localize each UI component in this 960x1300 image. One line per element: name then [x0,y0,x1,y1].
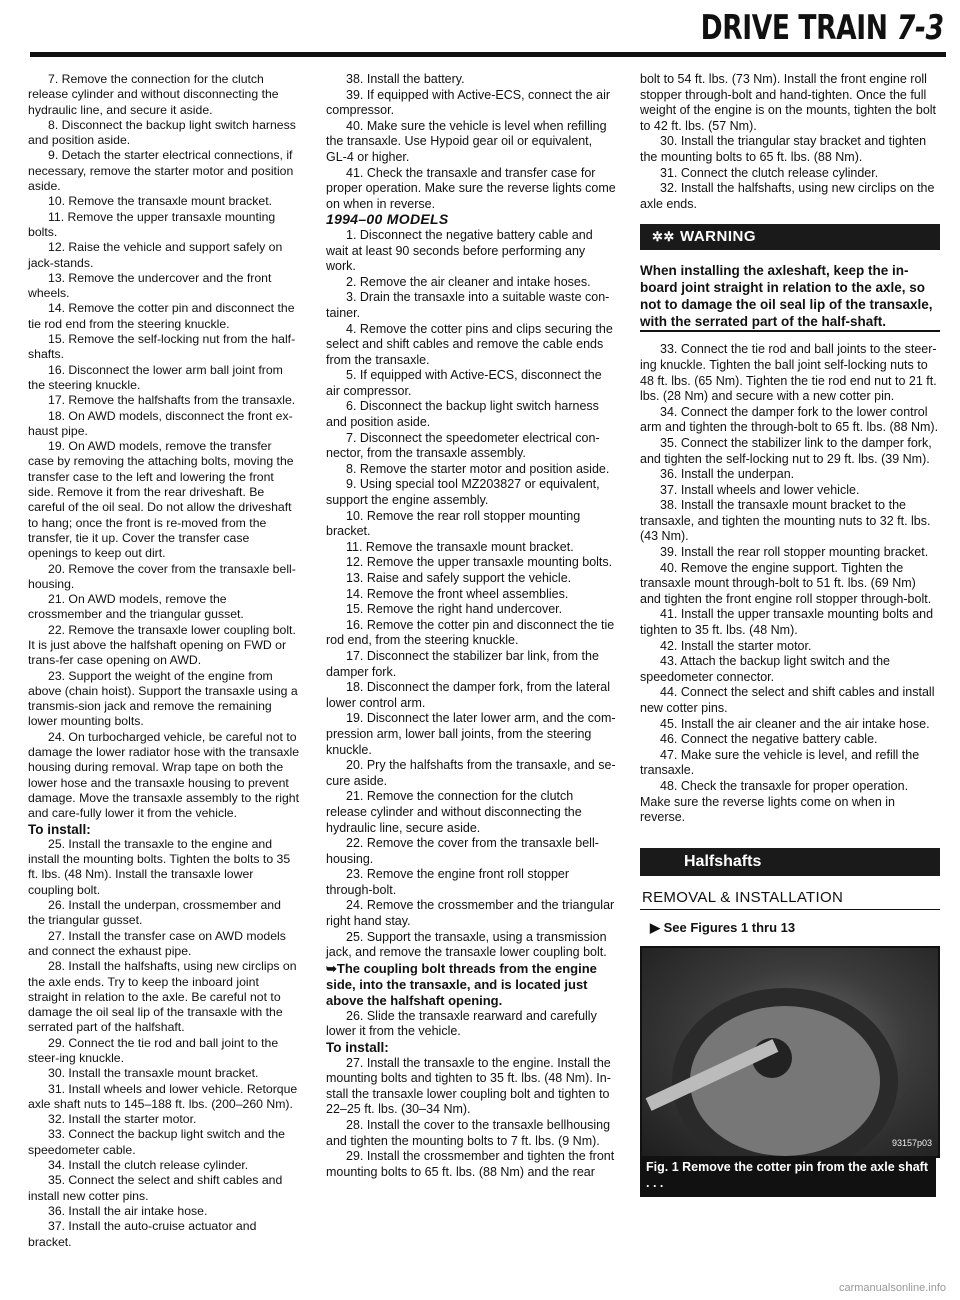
step-item: 37. Install the auto-cruise actuator and bracket. [28,1219,257,1249]
step-item: 32. Install the halfshafts, using new circlips on the axle ends. [640,181,935,211]
column-1 [28,72,300,1250]
step-item: 36. Install the air intake hose. [48,1203,208,1218]
step-item: 18. On AWD models, disconnect the front ex-haust pipe. [28,408,293,438]
warning-rule [640,330,940,332]
step-item: 20. Remove the cover from the transaxle bell-housing. [28,561,296,591]
step-item: 5. If equipped with Active-ECS, disconnect the air compressor. [326,368,602,398]
page-header [0,0,960,62]
step-item: 23. Support the weight of the engine from above (chain hoist). Support the transaxle using a transmis-sion jack and remove the remaining lower mounting bolts. [28,668,298,729]
step-item: 15. Remove the self-locking nut from the half-shafts. [28,332,296,362]
step-item: 1. Disconnect the negative battery cable and wait at least 90 seconds before performing any work. [326,227,593,274]
step-item: 34. Connect the damper fork to the lower control arm and tighten the through-bolt to 65 ft. lbs. (88 Nm). [640,404,939,435]
step-item: 25. Support the transaxle, using a transmission jack, and remove the transaxle lower coupling bolt. [326,929,607,960]
warning-text: When installing the axleshaft, keep the in-board joint straight in relation to the axle, so not to damage the oil seal lip of the transaxle, with the serrated part of the half-shaft. [640,263,933,330]
step-item: 35. Connect the select and shift cables and install new cotter pins. [28,1173,283,1203]
step-item: 27. Install the transfer case on AWD models and connect the exhaust pipe. [28,928,286,958]
step-item: 27. Install the transaxle to the engine. Install the mounting bolts and tighten to 35 ft. lbs. (48 Nm). In-stall the transaxle lower coupling bolt and tighten to 22–25 ft. lbs. (30–34 Nm). [326,1055,611,1117]
step-item: 11. Remove the transaxle mount bracket. [346,539,574,554]
step-item: 30. Install the triangular stay bracket and tighten the mounting bolts to 65 ft. lbs. (88 Nm). [640,134,927,164]
step-item: 24. On turbocharged vehicle, be careful not to damage the lower radiator hose with the transaxle housing during removal. Wrap tape on both the lower hose and the transaxle housing to prevent damage. Move the transaxle assembly to the right and care-fully lower it from the vehicle. [28,729,300,821]
step-item: 7. Disconnect the speedometer electrical con-nector, from the transaxle assembly. [326,430,600,461]
header-rule [30,52,946,57]
step-item: 46. Connect the negative battery cable. [660,732,878,747]
warning-icon: ✲✲ [652,229,675,245]
step-item: 39. Install the rear roll stopper mounting bracket. [660,545,929,560]
step-item: 44. Connect the select and shift cables and install new cotter pins. [640,685,935,715]
step-item: 23. Remove the engine front roll stopper through-bolt. [326,867,570,897]
step-item: 3. Drain the transaxle into a suitable waste con-tainer. [326,290,610,320]
subheading-to-install-2: To install: [326,1040,389,1056]
step-item: 35. Connect the stabilizer link to the damper fork, and tighten the self-locking nut to 29 ft. lbs. (39 Nm). [640,435,932,466]
page-title: DRIVE TRAIN 7-3 [700,8,944,48]
step-item: 12. Remove the upper transaxle mounting bolts. [346,555,613,570]
step-item: 12. Raise the vehicle and support safely on jack-stands. [28,240,283,270]
step-item: 15. Remove the right hand undercover. [346,602,563,617]
step-item: 21. Remove the connection for the clutch release cylinder and without disconnecting the hydraulic line, secure aside. [326,789,582,835]
step-item: 33. Connect the backup light switch and the speedometer cable. [28,1127,285,1157]
step-item: 17. Disconnect the stabilizer bar link, from the damper fork. [326,648,599,679]
step-item: 47. Make sure the vehicle is level, and refill the transaxle. [640,747,920,778]
step-item: 16. Remove the cotter pin and disconnect the tie rod end, from the steering knuckle. [326,617,615,648]
step-item: 29. Connect the tie rod and ball joint to the steer-ing knuckle. [28,1035,279,1065]
step-item: 10. Remove the transaxle mount bracket. [48,194,273,209]
continued-paragraph: bolt to 54 ft. lbs. (73 Nm). Install the front engine roll stopper through-bolt and hand-tighten. Once the full weight of the engine is on the mounts, tighten the bolt to 42 ft. lbs. (57 Nm). [640,72,937,133]
step-item: 7. Remove the connection for the clutch release cylinder and without disconnecting the hydraulic line, and secure it aside. [28,72,279,117]
step-item: 41. Install the upper transaxle mounting bolts and tighten to 35 ft. lbs. (48 Nm). [640,607,934,638]
step-item: 26. Install the underpan, crossmember and the triangular gusset. [28,898,281,928]
step-item: 8. Remove the starter motor and position aside. [346,461,610,476]
step-item: 32. Install the starter motor. [48,1112,197,1127]
step-item: 26. Slide the transaxle rearward and carefully lower it from the vehicle. [326,1008,597,1039]
figure-code: 93157p03 [891,1138,932,1149]
note-coupling-bolt: ➥The coupling bolt threads from the engine side, into the transaxle, and is located just above the halfshaft opening. [326,960,597,1008]
step-item: 42. Install the starter motor. [660,638,812,653]
step-item: 19. Disconnect the later lower arm, and the com-pression arm, lower ball joints, from the steering knuckle. [326,711,616,757]
step-item: 21. On AWD models, remove the crossmember and the triangular gusset. [28,592,244,622]
step-item: 38. Install the battery. [346,72,465,86]
step-item: 14. Remove the cotter pin and disconnect the tie rod end from the steering knuckle. [28,301,295,331]
step-item: 10. Remove the rear roll stopper mounting bracket. [326,508,581,539]
subsection-rule [640,909,940,910]
step-item: 2. Remove the air cleaner and intake hoses. [346,274,591,289]
step-item: 22. Remove the transaxle lower coupling bolt. It is just above the halfshaft opening on FWD or trans-fer case opening on AWD. [28,622,296,668]
step-item: 13. Raise and safely support the vehicle. [346,571,572,585]
step-item: 40. Remove the engine support. Tighten the transaxle mount through-bolt to 51 ft. lbs. (69 Nm) and tighten the front engine roll stopper through-bolt. [640,560,932,606]
footer-watermark: carmanualsonline.info [838,1282,946,1294]
step-item: 45. Install the air cleaner and the air intake hose. [660,716,930,731]
step-item: 28. Install the halfshafts, using new circlips on the axle ends. Try to keep the inboard joint straight in relation to the axle. Be careful not to damage the oil seal lip of the transaxle with the serrated part of the halfshaft. [28,959,297,1035]
subheading-to-install: To install: [28,821,91,837]
step-item: 31. Install wheels and lower vehicle. Retorque axle shaft nuts to 145–188 ft. lbs. (200–260 Nm). [28,1081,298,1111]
step-item: 24. Remove the crossmember and the triangular right hand stay. [326,898,615,929]
step-item: 4. Remove the cotter pins and clips securing the select and shift cables and remove the cable ends from the transaxle. [326,321,613,367]
step-item: 28. Install the cover to the transaxle bellhousing and tighten the mounting bolts to 7 ft. lbs. (9 Nm). [326,1118,611,1148]
step-item: 29. Install the crossmember and tighten the front mounting bolts to 65 ft. lbs. (88 Nm) and the rear [326,1149,615,1179]
step-item: 30. Install the transaxle mount bracket. [48,1066,259,1081]
section-banner-halfshafts: Halfshafts [640,848,940,876]
figure-1-photo [640,946,940,1158]
column-3 [640,72,940,1197]
step-item: 17. Remove the halfshafts from the transaxle. [48,393,296,408]
step-item: 43. Attach the backup light switch and the speedometer connector. [640,654,891,684]
step-item: 31. Connect the clutch release cylinder. [660,165,879,180]
step-item: 19. On AWD models, remove the transfer case by removing the attaching bolts, moving the transfer case to the left and lowering the front side. Remove it from the rear driveshaft. Be careful of the oil seal. Do not allow the driveshaft to hang; once the front is re-moved from the transfer, tie it up. Cover the transfer case openings to keep out dirt. [28,439,294,561]
warning-banner: ✲✲ WARNING [640,224,940,250]
step-item: 34. Install the clutch release cylinder. [48,1158,249,1173]
step-item: 20. Pry the halfshafts from the transaxle, and se-cure aside. [326,758,616,788]
step-item: 48. Check the transaxle for proper operation. Make sure the reverse lights come on when in reverse. [640,778,909,825]
step-item: 8. Disconnect the backup light switch harness and position aside. [28,117,296,148]
page-number: 7-3 [897,8,944,48]
step-item: 13. Remove the undercover and the front wheels. [28,270,272,301]
step-item: 16. Disconnect the lower arm ball joint from the steering knuckle. [28,362,283,392]
step-item: 14. Remove the front wheel assemblies. [346,586,569,601]
subsection-title: REMOVAL & INSTALLATION [642,888,844,906]
see-figures-link: ▶ See Figures 1 thru 13 [650,920,796,936]
column-2 [326,72,616,1180]
step-item: 11. Remove the upper transaxle mounting bolts. [28,209,276,239]
figure-caption: Fig. 1 Remove the cotter pin from the axle shaft . . . [640,1156,936,1197]
step-item: 36. Install the underpan. [660,467,795,482]
step-item: 39. If equipped with Active-ECS, connect the air compressor. [326,87,611,118]
step-item: 9. Using special tool MZ203827 or equivalent, support the engine assembly. [326,477,600,508]
step-item: 33. Connect the tie rod and ball joints to the steer-ing knuckle. Tighten the ball joint self-locking nuts to 48 ft. lbs. (65 Nm). Tighten the tie rod end nut to 21 ft. lbs. (28 Nm) and secure with a new cotter pin. [640,342,937,404]
step-item: 6. Disconnect the backup light switch harness and position aside. [326,399,599,430]
step-item: 25. Install the transaxle to the engine and install the mounting bolts. Tighten the bolts to 35 ft. lbs. (48 Nm). Install the transaxle lower coupling bolt. [28,836,291,897]
step-item: 40. Make sure the vehicle is level when refilling the transaxle. Use Hypoid gear oil or equivalent, GL-4 or higher. [326,118,607,164]
section-heading-1994-00: 1994–00 MODELS [326,211,449,228]
step-item: 9. Detach the starter electrical connections, if necessary, remove the starter motor and position aside. [28,148,294,194]
step-item: 41. Check the transaxle and transfer case for proper operation. Make sure the reverse lights come on when in reverse. [326,165,616,211]
step-item: 37. Install wheels and lower vehicle. [660,482,860,497]
step-item: 38. Install the transaxle mount bracket to the transaxle, and tighten the mounting nuts to 32 ft. lbs. (43 Nm). [640,498,931,544]
step-item: 18. Disconnect the damper fork, from the lateral lower control arm. [326,680,611,710]
step-item: 22. Remove the cover from the transaxle bell-housing. [326,836,599,866]
